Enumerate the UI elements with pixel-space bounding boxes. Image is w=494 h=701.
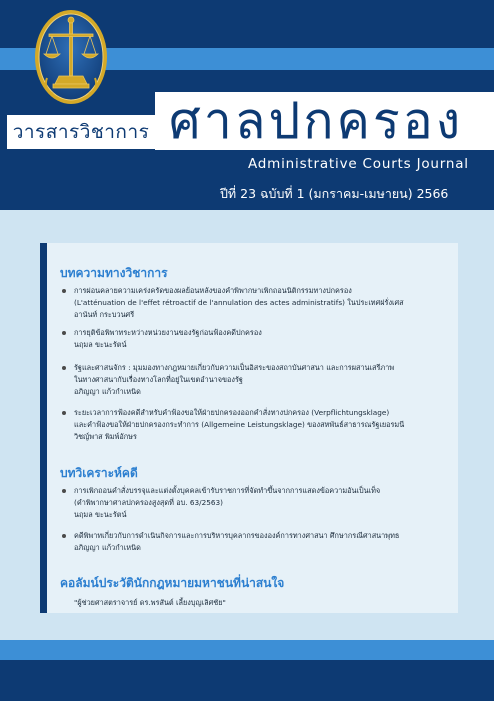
bullet-icon — [62, 366, 66, 370]
bullet-icon — [62, 411, 66, 415]
toc-entry-author: นฤมล ขะนะรัตน์ — [74, 340, 127, 349]
toc-entry — [60, 485, 455, 521]
toc-entry-title: รัฐและศาสนจักร : มุมมองทางกฎหมายเกี่ยวกับความเป็นอิสระของสถาบันศาสนา และการผสานเสรีภาพ — [60, 362, 455, 374]
series-label-box — [7, 115, 155, 149]
bullet-icon — [62, 289, 66, 293]
profile-quote: "ผู้ช่วยศาสตราจารย์ ดร.พรสันต์ เลี้ยงบุญเลิศชัย" — [74, 598, 226, 607]
toc-entry-title: การเพิกถอนคำสั่งบรรจุและแต่งตั้งบุคคลเข้ารับราชการที่จัดทำขึ้นจากการแสดงข้อความอันเป็นเท็จ — [60, 485, 455, 497]
toc-entry-title-cont: และคำฟ้องขอให้ฝ่ายปกครองกระทำการ (Allgemeine Leistungsklage) ของสหพันธ์สาธารณรัฐเยอรมนี — [74, 420, 405, 429]
contents-accent-bar — [40, 243, 47, 613]
toc-entry — [60, 327, 455, 351]
toc-entry-author: วิชญ์พาส พิมพ์อักษร — [74, 432, 137, 441]
series-label: วารสารวิชาการ — [12, 121, 150, 143]
toc-entry-title: การผ่อนคลายความเคร่งครัดของผลย้อนหลังของคำพิพากษาเพิกถอนนิติกรรมทางปกครอง — [60, 285, 455, 297]
toc-entry-title-cont: (L'atténuation de l'effet rétroactif de l'annulation des actes administratifs) ในประเทศฝรั่งเศส — [74, 298, 404, 307]
title-box — [155, 92, 494, 150]
section-heading-academic: บทความทางวิชาการ — [60, 266, 168, 280]
footer-stripe — [0, 640, 494, 660]
toc-entry — [60, 362, 455, 398]
toc-entry — [60, 285, 455, 321]
toc-entry-title-cont: ในทางศาสนากับเรื่องทางโลกที่อยู่ในเขตอำนาจของรัฐ — [74, 375, 243, 384]
issue-info: ปีที่ 23 ฉบับที่ 1 (มกราคม-เมษายน) 2566 — [220, 186, 449, 201]
toc-entry-title: คดีพิพาทเกี่ยวกับการดำเนินกิจการและการบริหารบุคลากรขององค์การทางศาสนา ศึกษากรณีศาสนาพุทธ — [60, 530, 455, 542]
bullet-icon — [62, 489, 66, 493]
bullet-icon — [62, 331, 66, 335]
footer-band — [0, 660, 494, 701]
journal-subtitle: Administrative Courts Journal — [248, 156, 469, 172]
journal-title: ศาลปกครอง — [169, 92, 464, 150]
toc-entry-author: อานันท์ กระบวนศรี — [74, 310, 135, 319]
toc-entry-author: อภิญญา แก้วกำเหนิด — [74, 543, 141, 552]
toc-entry — [60, 407, 455, 443]
toc-entry — [60, 530, 455, 554]
scales-of-justice-emblem-icon — [33, 8, 109, 106]
toc-entry-title-cont: (คำพิพากษาศาลปกครองสูงสุดที่ อบ. 63/2563) — [74, 498, 224, 507]
toc-entry-title: การยุติข้อพิพาทระหว่างหน่วยงานของรัฐก่อนฟ้องคดีปกครอง — [60, 327, 455, 339]
section-heading-profile-column: คอลัมน์ประวัตินักกฎหมายมหาชนที่น่าสนใจ — [60, 576, 285, 590]
toc-entry-author: นฤมล ขะนะรัตน์ — [74, 510, 127, 519]
section-heading-case-analysis: บทวิเคราะห์คดี — [60, 466, 138, 480]
bullet-icon — [62, 534, 66, 538]
toc-entry-title: ระยะเวลาการฟ้องคดีสำหรับคำฟ้องขอให้ฝ่ายปกครองออกคำสั่งทางปกครอง (Verpflichtungsklage) — [60, 407, 455, 419]
toc-entry-author: อภิญญา แก้วกำเหนิด — [74, 387, 141, 396]
